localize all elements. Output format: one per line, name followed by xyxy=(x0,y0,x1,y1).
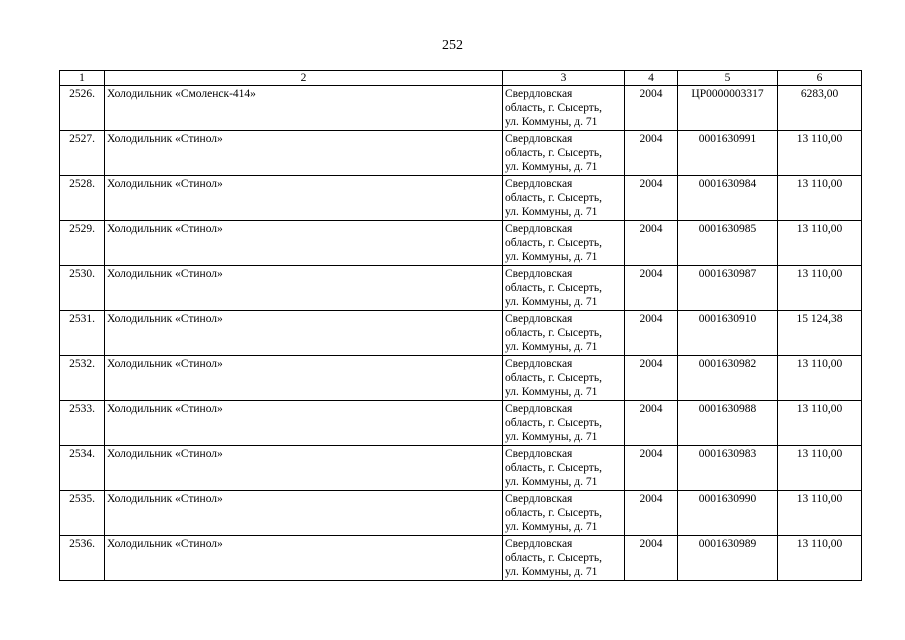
inventory-number: 0001630991 xyxy=(678,131,778,176)
item-year: 2004 xyxy=(625,491,678,536)
item-year: 2004 xyxy=(625,221,678,266)
address-line: ул. Коммуны, д. 71 xyxy=(505,161,598,173)
table-row xyxy=(60,176,862,221)
inventory-number: 0001630987 xyxy=(678,266,778,311)
item-address xyxy=(503,491,625,536)
address-line: Свердловская xyxy=(505,538,573,550)
table-row xyxy=(60,491,862,536)
item-name: Холодильник «Смоленск-414» xyxy=(105,86,503,131)
inventory-number: 0001630984 xyxy=(678,176,778,221)
column-header-1: 1 xyxy=(60,71,105,86)
item-address xyxy=(503,311,625,356)
row-number: 2529. xyxy=(60,221,105,266)
item-cost: 13 110,00 xyxy=(778,221,862,266)
address-line: ул. Коммуны, д. 71 xyxy=(505,476,598,488)
item-name: Холодильник «Стинол» xyxy=(105,131,503,176)
item-cost: 13 110,00 xyxy=(778,446,862,491)
table-body xyxy=(60,86,862,581)
item-year: 2004 xyxy=(625,86,678,131)
item-cost: 6283,00 xyxy=(778,86,862,131)
item-address xyxy=(503,131,625,176)
row-number: 2535. xyxy=(60,491,105,536)
address-line: ул. Коммуны, д. 71 xyxy=(505,206,598,218)
address-line: ул. Коммуны, д. 71 xyxy=(505,521,598,533)
address-line: Свердловская xyxy=(505,313,573,325)
item-cost: 13 110,00 xyxy=(778,131,862,176)
table-row xyxy=(60,86,862,131)
item-year: 2004 xyxy=(625,311,678,356)
inventory-number: ЦР0000003317 xyxy=(678,86,778,131)
table-row xyxy=(60,446,862,491)
table-row xyxy=(60,221,862,266)
item-address xyxy=(503,446,625,491)
item-cost: 13 110,00 xyxy=(778,176,862,221)
address-line: область, г. Сысерть, xyxy=(505,192,602,204)
column-header-4: 4 xyxy=(625,71,678,86)
item-cost: 13 110,00 xyxy=(778,266,862,311)
address-line: ул. Коммуны, д. 71 xyxy=(505,116,598,128)
table-row xyxy=(60,401,862,446)
address-line: Свердловская xyxy=(505,178,573,190)
address-line: область, г. Сысерть, xyxy=(505,552,602,564)
row-number: 2530. xyxy=(60,266,105,311)
item-cost: 13 110,00 xyxy=(778,356,862,401)
inventory-number: 0001630982 xyxy=(678,356,778,401)
item-year: 2004 xyxy=(625,446,678,491)
row-number: 2534. xyxy=(60,446,105,491)
address-line: область, г. Сысерть, xyxy=(505,147,602,159)
inventory-number: 0001630988 xyxy=(678,401,778,446)
address-line: область, г. Сысерть, xyxy=(505,237,602,249)
address-line: ул. Коммуны, д. 71 xyxy=(505,431,598,443)
address-line: ул. Коммуны, д. 71 xyxy=(505,341,598,353)
inventory-number: 0001630990 xyxy=(678,491,778,536)
column-header-3: 3 xyxy=(503,71,625,86)
address-line: область, г. Сысерть, xyxy=(505,282,602,294)
column-header-6: 6 xyxy=(778,71,862,86)
address-line: Свердловская xyxy=(505,88,573,100)
item-address xyxy=(503,401,625,446)
address-line: Свердловская xyxy=(505,403,573,415)
row-number: 2526. xyxy=(60,86,105,131)
address-line: ул. Коммуны, д. 71 xyxy=(505,251,598,263)
inventory-number: 0001630985 xyxy=(678,221,778,266)
item-name: Холодильник «Стинол» xyxy=(105,491,503,536)
table-row xyxy=(60,356,862,401)
table-header-row xyxy=(60,71,862,86)
address-line: область, г. Сысерть, xyxy=(505,507,602,519)
address-line: Свердловская xyxy=(505,223,573,235)
item-cost: 13 110,00 xyxy=(778,536,862,581)
row-number: 2531. xyxy=(60,311,105,356)
inventory-number: 0001630989 xyxy=(678,536,778,581)
address-line: Свердловская xyxy=(505,448,573,460)
item-year: 2004 xyxy=(625,266,678,311)
table-row xyxy=(60,311,862,356)
page-number: 252 xyxy=(442,38,463,53)
address-line: ул. Коммуны, д. 71 xyxy=(505,566,598,578)
row-number: 2528. xyxy=(60,176,105,221)
item-name: Холодильник «Стинол» xyxy=(105,356,503,401)
item-address xyxy=(503,536,625,581)
item-year: 2004 xyxy=(625,536,678,581)
item-year: 2004 xyxy=(625,401,678,446)
address-line: область, г. Сысерть, xyxy=(505,327,602,339)
item-address xyxy=(503,266,625,311)
item-year: 2004 xyxy=(625,356,678,401)
item-name: Холодильник «Стинол» xyxy=(105,266,503,311)
item-cost: 15 124,38 xyxy=(778,311,862,356)
table-row xyxy=(60,266,862,311)
property-registry-table xyxy=(59,70,862,581)
row-number: 2533. xyxy=(60,401,105,446)
item-name: Холодильник «Стинол» xyxy=(105,446,503,491)
address-line: ул. Коммуны, д. 71 xyxy=(505,296,598,308)
column-header-2: 2 xyxy=(105,71,503,86)
item-name: Холодильник «Стинол» xyxy=(105,401,503,446)
address-line: Свердловская xyxy=(505,358,573,370)
item-address xyxy=(503,221,625,266)
item-year: 2004 xyxy=(625,176,678,221)
address-line: область, г. Сысерть, xyxy=(505,462,602,474)
item-name: Холодильник «Стинол» xyxy=(105,221,503,266)
item-address xyxy=(503,86,625,131)
address-line: область, г. Сысерть, xyxy=(505,417,602,429)
table-row xyxy=(60,131,862,176)
item-name: Холодильник «Стинол» xyxy=(105,311,503,356)
item-cost: 13 110,00 xyxy=(778,491,862,536)
item-name: Холодильник «Стинол» xyxy=(105,176,503,221)
item-year: 2004 xyxy=(625,131,678,176)
address-line: ул. Коммуны, д. 71 xyxy=(505,386,598,398)
item-address xyxy=(503,356,625,401)
column-header-5: 5 xyxy=(678,71,778,86)
item-name: Холодильник «Стинол» xyxy=(105,536,503,581)
address-line: Свердловская xyxy=(505,133,573,145)
address-line: Свердловская xyxy=(505,268,573,280)
row-number: 2527. xyxy=(60,131,105,176)
item-address xyxy=(503,176,625,221)
address-line: область, г. Сысерть, xyxy=(505,102,602,114)
item-cost: 13 110,00 xyxy=(778,401,862,446)
address-line: Свердловская xyxy=(505,493,573,505)
row-number: 2532. xyxy=(60,356,105,401)
row-number: 2536. xyxy=(60,536,105,581)
address-line: область, г. Сысерть, xyxy=(505,372,602,384)
inventory-number: 0001630910 xyxy=(678,311,778,356)
inventory-number: 0001630983 xyxy=(678,446,778,491)
table-row xyxy=(60,536,862,581)
